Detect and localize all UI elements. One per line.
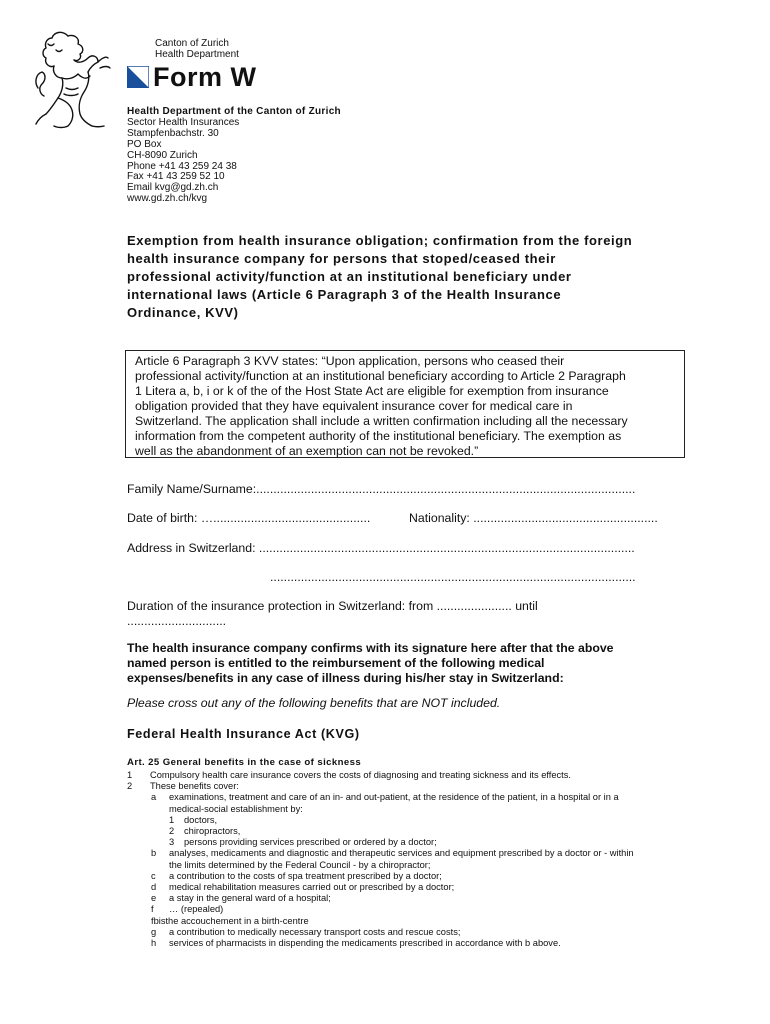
note-line: obligation provided that they have equivalent insurance cover for medical care in [135,399,573,413]
article-item-number: b [151,848,157,859]
article-item-text: chiropractors, [184,826,241,836]
heading-line: international laws (Article 6 Paragraph 3 of the Health Insurance [127,287,562,302]
address-phone: Phone +41 43 259 24 38 [127,160,237,172]
article-item-text: fbisthe accouchement in a birth-centre [151,915,309,926]
address-continued-field[interactable]: ........................................................................................................... [270,570,636,584]
article-item-text: … (repealed) [169,904,224,915]
article-item-number: c [151,870,156,881]
article-item-number: g [151,926,157,937]
article-item-text: doctors, [184,814,218,825]
article-item-text: the limits determined by the Federal Council - by a chiropractor; [169,859,431,870]
article-item-text: a contribution to medically necessary transport costs and rescue costs; [169,926,461,937]
article-item-text: analyses, medicaments and diagnostic and therapeutic services and equipment prescribed by a doctor or - within [169,848,634,859]
note-line: professional activity/function at an institutional beneficiary according to Article 2 Paragraph [135,369,626,383]
kvg-title: Federal Health Insurance Act (KVG) [127,727,360,741]
note-line: information from the competent authority of the institutional beneficiary. The exemption as [135,429,622,443]
address-po-box: PO Box [127,138,162,150]
heading-line: Ordinance, KVV) [127,305,239,320]
article-item-number: 2 [127,781,133,792]
article-item-number: e [151,893,157,904]
article-item-number: d [151,882,157,892]
confirmation-statement [127,641,687,686]
nationality-field[interactable]: Nationality: ...................................................... [409,511,658,525]
address-street: Stampfenbachstr. 30 [127,127,219,139]
duration-continued-field[interactable]: ............................. [127,614,227,628]
note-line: well as the abandonment of an exemption can not be revoked.” [135,444,479,458]
article-item-number: h [151,938,157,948]
zurich-shield-icon [127,66,149,88]
form-title-block [127,63,257,91]
heading-line: Exemption from health insurance obligation; confirmation from the foreign [127,233,633,248]
address-web[interactable]: www.gd.zh.ch/kvg [127,193,208,205]
confirm-line: named person is entitled to the reimbursement of the following medical [127,656,545,670]
note-line: Article 6 Paragraph 3 KVV states: “Upon application, persons who ceased their [135,354,565,368]
article-item-text: Compulsory health care insurance covers the costs of diagnosing and treating sickness and its effects. [150,770,571,780]
form-title: Form W [153,62,257,92]
address-block [127,107,341,205]
note-line: Switzerland. The application shall include a written confirmation including all the necessary [135,414,628,428]
article-item-number: 2 [169,826,175,836]
family-name-field[interactable]: Family Name/Surname:............................................................................................................... [127,482,636,496]
kvv-note-text [135,354,685,459]
address-sector: Sector Health Insurances [127,116,240,128]
department-label: Health Department [155,49,239,60]
article-item-number: a [151,792,157,803]
article-item-text: a contribution to the costs of spa treatment prescribed by a doctor; [169,870,442,881]
heading-line: health insurance company for persons that stoped/ceased their [127,251,556,266]
article-item-text: medical rehabilitation measures carried out or prescribed by a doctor; [169,882,455,892]
duration-field[interactable]: Duration of the insurance protection in Switzerland: from ...................... until [127,599,538,613]
heading-line: professional activity/function at an institutional beneficiary under [127,269,572,284]
date-of-birth-field[interactable]: Date of birth: ….............................................. [127,511,371,525]
address-field[interactable]: Address in Switzerland: .............................................................................................................. [127,541,635,555]
article-item-number: 3 [169,837,175,848]
confirm-line: The health insurance company confirms with its signature here after that the above [127,641,614,655]
article-item-number: 1 [127,770,133,780]
article-item-text: medical-social establishment by: [169,803,303,814]
article-item-number: f [151,904,154,915]
note-line: 1 Litera a, b, i or k of the of the Host State Act are eligible for exemption from insurance [135,384,609,398]
zurich-lion-logo-icon [28,28,114,133]
confirm-line: expenses/benefits in any case of illness during his/her stay in Switzerland: [127,671,564,685]
article-item-text: persons providing services prescribed or ordered by a doctor; [184,837,437,848]
article-item-text: These benefits cover: [150,781,239,792]
article-item-text: examinations, treatment and care of an in- and out-patient, at the residence of the patient, in a hospital or in a [169,792,619,803]
cross-out-instruction: Please cross out any of the following benefits that are NOT included. [127,696,501,710]
article-item-text: services of pharmacists in dispending the medicaments prescribed in accordance with b above. [169,938,561,948]
article-25-title: Art. 25 General benefits in the case of sickness [127,757,362,768]
address-fax: Fax +41 43 259 52 10 [127,171,225,183]
article-item-number: 1 [169,814,175,825]
article-item-text: a stay in the general ward of a hospital; [169,893,331,904]
address-email[interactable]: Email kvg@gd.zh.ch [127,182,219,194]
address-name: Health Department of the Canton of Zurich [127,106,341,117]
address-city: CH-8090 Zurich [127,149,198,161]
canton-label: Canton of Zurich [155,38,229,49]
document-heading [127,232,707,322]
